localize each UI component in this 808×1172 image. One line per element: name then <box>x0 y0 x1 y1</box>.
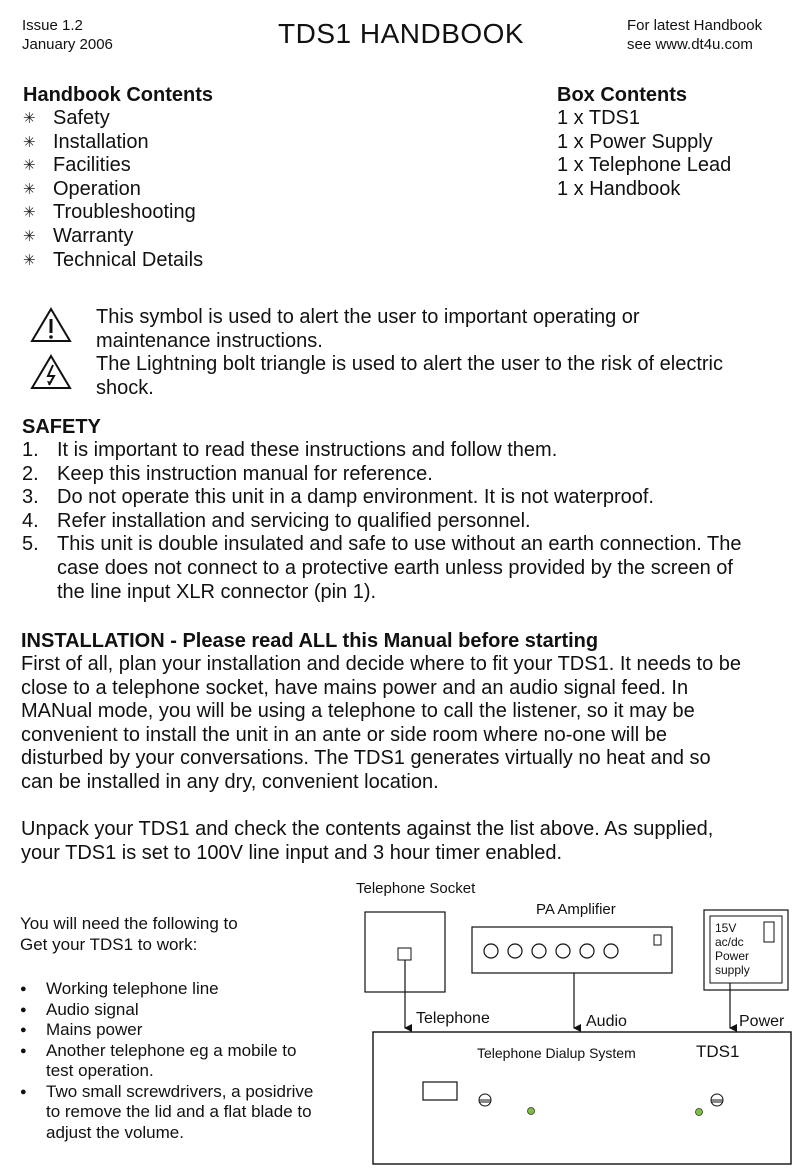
status-led-right <box>696 1109 703 1116</box>
requirement-line: Audio signal <box>46 999 139 1019</box>
telephone-socket-label: Telephone Socket <box>356 880 476 897</box>
safety-item-number: 3. <box>22 486 39 509</box>
requirements-list <box>20 979 365 1143</box>
requirement-item <box>20 1000 365 1021</box>
handbook-contents-item <box>23 225 343 249</box>
asterisk-bullet-icon: ✳ <box>23 251 36 269</box>
installation-line: can be installed in any dry, convenient location. <box>21 770 439 793</box>
telephone-label: Telephone <box>416 1010 490 1027</box>
bullet-icon: ● <box>20 983 27 995</box>
safety-item-text <box>57 486 797 510</box>
issue-number: Issue 1.2 <box>22 17 83 34</box>
installation-heading: INSTALLATION - Please read ALL this Manual before starting <box>21 630 599 652</box>
safety-item-line: Keep this instruction manual for reference. <box>57 462 433 485</box>
handbook-contents <box>23 84 343 272</box>
safety-item-text <box>57 533 797 604</box>
bullet-icon: ● <box>20 1085 27 1098</box>
requirement-line: adjust the volume. <box>46 1122 184 1142</box>
handbook-contents-item <box>23 249 343 273</box>
issue-date: January 2006 <box>22 36 113 53</box>
box-contents-item: 1 x Power Supply <box>557 130 713 153</box>
handbook-contents-item-label: Installation <box>53 130 149 153</box>
psu-plug <box>764 922 774 942</box>
requirement-item <box>20 979 365 1000</box>
requirements-intro-1: You will need the following to <box>20 914 238 933</box>
socket-port <box>398 948 411 960</box>
handbook-contents-item <box>23 107 343 131</box>
safety-item <box>22 533 797 604</box>
asterisk-bullet-icon: ✳ <box>23 204 36 222</box>
caution-triangle-icon <box>30 307 72 343</box>
installation-line: your TDS1 is set to 100V line input and 3 hour timer enabled. <box>21 841 563 864</box>
asterisk-bullet-icon: ✳ <box>23 110 36 127</box>
psu-text-4: supply <box>715 963 750 977</box>
safety-item-line: Refer installation and servicing to qualified personnel. <box>57 509 531 532</box>
installation-line: disturbed by your conversations. The TDS1 generates virtually no heat and so <box>21 747 711 770</box>
installation-line: First of all, plan your installation and decide where to fit your TDS1. It needs to be <box>21 653 742 675</box>
handbook-contents-item-label: Technical Details <box>53 248 204 271</box>
requirement-item <box>20 1041 365 1082</box>
safety-item-line: It is important to read these instructions and follow them. <box>57 439 558 461</box>
handbook-contents-item-label: Safety <box>53 107 110 129</box>
latest-line-2: see www.dt4u.com <box>627 36 753 53</box>
unit-socket <box>423 1082 457 1100</box>
asterisk-bullet-icon: ✳ <box>23 227 36 245</box>
requirement-line: to remove the lid and a flat blade to <box>46 1102 312 1121</box>
volume-screw-left <box>479 1094 491 1106</box>
power-label: Power <box>739 1013 785 1030</box>
asterisk-bullet-icon: ✳ <box>23 180 36 198</box>
handbook-contents-item <box>23 201 343 225</box>
asterisk-bullet-icon: ✳ <box>23 133 36 151</box>
installation-paragraph-1 <box>21 653 801 795</box>
installation-line: close to a telephone socket, have mains power and an audio signal feed. In <box>21 676 689 699</box>
requirement-item-text <box>46 1082 313 1144</box>
safety-item-number: 1. <box>22 439 39 461</box>
safety-item <box>22 463 797 487</box>
box-contents-list <box>557 107 797 201</box>
pa-amplifier-label: PA Amplifier <box>536 901 616 918</box>
safety-item <box>22 439 797 463</box>
caution-line-1: This symbol is used to alert the user to important operating or <box>96 306 640 328</box>
latest-line-1: For latest Handbook <box>627 17 763 34</box>
safety-item <box>22 486 797 510</box>
safety-item-line: Do not operate this unit in a damp environment. It is not waterproof. <box>57 486 654 509</box>
caution-line-2: maintenance instructions. <box>96 329 323 352</box>
safety-item <box>22 510 797 534</box>
handbook-contents-list <box>23 107 343 272</box>
safety-item-line: This unit is double insulated and safe to use without an earth connection. The <box>57 533 742 556</box>
lightning-triangle-icon <box>30 354 72 390</box>
safety-item-text <box>57 510 797 534</box>
safety-item-text <box>57 463 797 487</box>
installation-diagram <box>350 872 808 1172</box>
psu-text-1: 15V <box>715 921 737 935</box>
issue-info <box>22 16 113 54</box>
bullet-icon: ● <box>20 1024 27 1036</box>
amplifier-switch <box>654 935 661 945</box>
unit-name-label: Telephone Dialup System <box>477 1045 636 1061</box>
safety-item-number: 5. <box>22 533 39 556</box>
box-contents-item: 1 x TDS1 <box>557 107 640 129</box>
installation-paragraph-2 <box>21 818 801 865</box>
safety-item-line: case does not connect to a protective earth unless provided by the screen of <box>57 556 733 579</box>
bullet-icon: ● <box>20 1044 27 1057</box>
handbook-contents-item <box>23 131 343 155</box>
bullet-icon: ● <box>20 1003 27 1016</box>
safety-heading: SAFETY <box>22 416 101 438</box>
safety-item-number: 4. <box>22 509 39 532</box>
handbook-contents-item-label: Facilities <box>53 154 131 177</box>
unit-logo: TDS1 <box>696 1042 740 1061</box>
installation-line: convenient to install the unit in an ante or side room where no-one will be <box>21 723 667 746</box>
safety-item-text <box>57 439 797 463</box>
handbook-contents-item-label: Operation <box>53 177 141 200</box>
psu-text-3: Power <box>715 949 750 963</box>
symbols-explanation <box>96 306 796 400</box>
installation-section <box>21 630 801 865</box>
requirement-line: Mains power <box>46 1020 143 1039</box>
requirements-section <box>20 914 365 1143</box>
requirement-item-text <box>46 1041 296 1082</box>
shock-line-2: shock. <box>96 376 154 399</box>
latest-handbook-note <box>627 16 762 54</box>
installation-line: MANual mode, you will be using a telephone to call the listener, so it may be <box>21 700 695 723</box>
handbook-contents-item <box>23 178 343 202</box>
amplifier-knobs <box>484 944 618 958</box>
requirement-line: test operation. <box>46 1061 154 1080</box>
page-title: TDS1 HANDBOOK <box>278 18 525 49</box>
requirement-item-text <box>46 1020 142 1041</box>
box-contents-item: 1 x Handbook <box>557 177 681 200</box>
requirement-item-text <box>46 1000 139 1021</box>
safety-item-line: the line input XLR connector (pin 1). <box>57 580 377 603</box>
installation-line: Unpack your TDS1 and check the contents against the list above. As supplied, <box>21 818 714 841</box>
pa-amplifier-box <box>472 927 672 973</box>
handbook-contents-item <box>23 154 343 178</box>
volume-screw-right <box>711 1094 723 1106</box>
shock-line-1: The Lightning bolt triangle is used to alert the user to the risk of electric <box>96 353 724 376</box>
requirement-line: Two small screwdrivers, a posidrive <box>46 1081 314 1101</box>
requirement-item <box>20 1020 365 1041</box>
requirements-intro-2: Get your TDS1 to work: <box>20 934 198 954</box>
requirement-item <box>20 1082 365 1144</box>
requirement-item-text <box>46 979 219 1000</box>
requirement-line: Another telephone eg a mobile to <box>46 1040 297 1060</box>
box-contents-item: 1 x Telephone Lead <box>557 154 732 177</box>
handbook-contents-item-label: Troubleshooting <box>53 201 196 224</box>
handbook-contents-item-label: Warranty <box>53 224 134 247</box>
handbook-contents-heading: Handbook Contents <box>23 84 213 106</box>
audio-label: Audio <box>586 1013 627 1030</box>
status-led-left <box>528 1108 535 1115</box>
box-contents <box>557 84 797 201</box>
safety-list <box>22 439 797 604</box>
asterisk-bullet-icon: ✳ <box>23 157 36 175</box>
safety-section <box>22 416 797 604</box>
psu-text-2: ac/dc <box>715 935 744 949</box>
safety-item-number: 2. <box>22 462 39 485</box>
box-contents-heading: Box Contents <box>557 84 687 106</box>
requirement-line: Working telephone line <box>46 979 219 998</box>
